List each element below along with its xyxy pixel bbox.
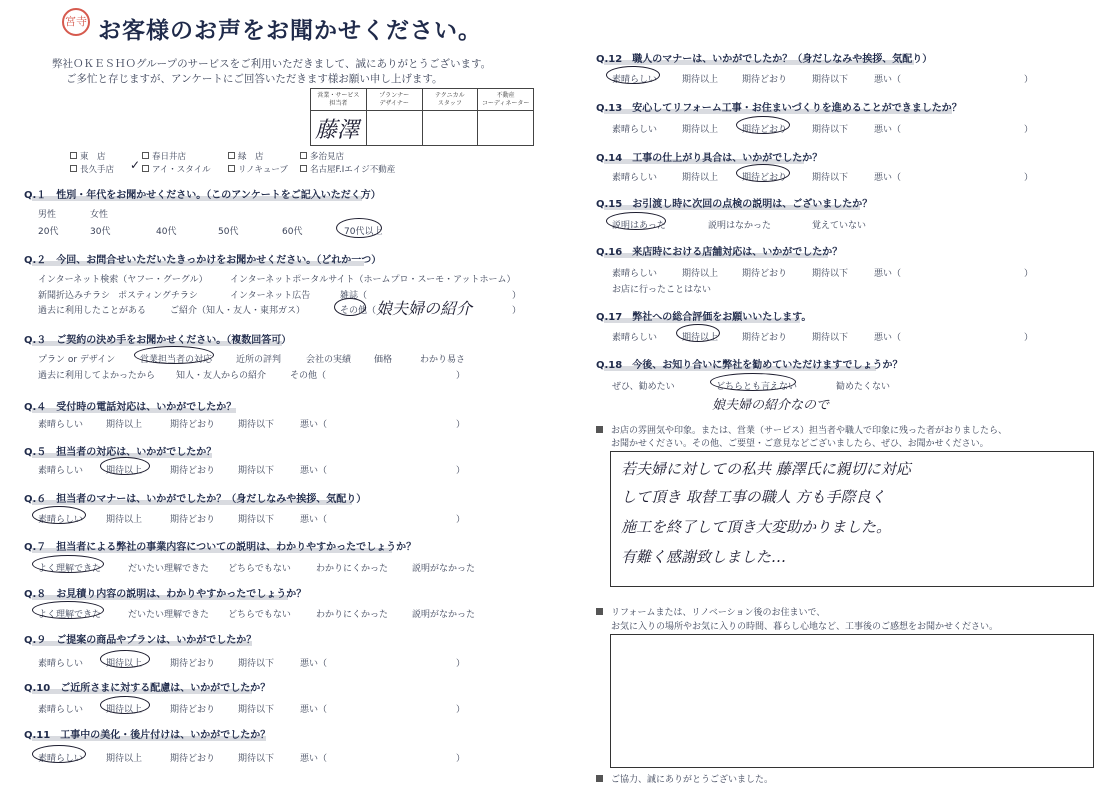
- q18-option[interactable]: 勧めたくない: [836, 382, 891, 392]
- q15-option-selected[interactable]: 説明はあった: [612, 221, 666, 231]
- q10-option[interactable]: 期待どおり: [170, 705, 216, 715]
- staff-table: [310, 88, 534, 146]
- q7-option[interactable]: 説明がなかった: [412, 564, 476, 574]
- checkbox-icon: [70, 152, 77, 159]
- q6-option[interactable]: 期待以下: [238, 515, 275, 525]
- q1-age-option-selected[interactable]: 70代以上: [344, 227, 383, 237]
- q1-age-option[interactable]: 20代: [38, 227, 59, 237]
- q14-title: Q.14 工事の仕上がり具合は、いかがでしたか？: [596, 153, 823, 164]
- store-option[interactable]: 長久手店: [70, 163, 114, 175]
- q9-option[interactable]: 素晴らしい: [38, 659, 84, 669]
- comment1-answer-box[interactable]: [610, 451, 1094, 587]
- q17-option[interactable]: 期待どおり: [742, 333, 788, 343]
- q9-title: Q.９ ご提案の商品やプランは、いかがでしたか？: [24, 635, 257, 646]
- q6-option[interactable]: 期待以上: [106, 515, 143, 525]
- q15-option[interactable]: 説明はなかった: [708, 221, 772, 231]
- q2-option-close: ）: [512, 291, 522, 301]
- q14-option-selected[interactable]: 期待どおり: [742, 173, 788, 183]
- q1-gender-female[interactable]: 女性: [90, 210, 109, 220]
- q3-option[interactable]: 近所の評判: [236, 355, 282, 365]
- q6-option[interactable]: 悪い（: [300, 515, 328, 525]
- q5-option[interactable]: 期待以下: [238, 466, 275, 476]
- selection-circle: [606, 212, 666, 230]
- q3-option[interactable]: 価格: [374, 355, 393, 365]
- q4-option[interactable]: 悪い（: [300, 420, 328, 430]
- selection-circle: [710, 373, 796, 391]
- q8-option[interactable]: だいたい理解できた: [128, 610, 210, 620]
- q11-option[interactable]: 期待以上: [106, 754, 143, 764]
- q7-option[interactable]: わかりにくかった: [316, 564, 389, 574]
- q13-option[interactable]: 悪い（: [874, 125, 902, 135]
- q4-option[interactable]: 素晴らしい: [38, 420, 84, 430]
- staff-col-header-realestate: 不動産 コーディネーター: [478, 89, 533, 111]
- q3-option[interactable]: その他（: [290, 371, 327, 381]
- q11-title: Q.11 工事中の美化・後片付けは、いかがでしたか？: [24, 730, 271, 741]
- q9-option-close: ）: [456, 659, 466, 669]
- selection-circle: [100, 650, 150, 668]
- checkbox-icon: [142, 152, 149, 159]
- q12-option[interactable]: 悪い（: [874, 75, 902, 85]
- q2-option[interactable]: ポスティングチラシ: [118, 291, 198, 301]
- q10-option[interactable]: 悪い（: [300, 705, 328, 715]
- q11-option-selected[interactable]: 素晴らしい: [38, 754, 84, 764]
- q16-option[interactable]: 期待以下: [812, 269, 849, 279]
- q18-option[interactable]: ぜひ、勧めたい: [612, 382, 675, 392]
- selection-circle: [336, 218, 382, 238]
- q4-option[interactable]: 期待どおり: [170, 420, 216, 430]
- selection-circle: [32, 506, 86, 524]
- q6-option-selected[interactable]: 素晴らしい: [38, 515, 84, 525]
- q5-option[interactable]: 期待どおり: [170, 466, 216, 476]
- store-option[interactable]: 多治見店: [300, 150, 344, 162]
- q8-title: Q.８ お見積り内容の説明は、わかりやすかったでしょうか？: [24, 589, 307, 600]
- q1-age-option[interactable]: 40代: [156, 227, 177, 237]
- q5-option-close: ）: [456, 466, 466, 476]
- q18-title: Q.18 今後、お知り合いに弊社を勧めていただけますでしょうか？: [596, 360, 903, 371]
- q2-title: Q.２ 今回、お問合せいただいたきっかけをお聞かせください。（どれか一つ）: [24, 255, 382, 266]
- square-bullet-icon: [596, 426, 603, 433]
- q8-option[interactable]: わかりにくかった: [316, 610, 389, 620]
- q1-age-option[interactable]: 50代: [218, 227, 239, 237]
- comment1-handwritten-line: して頂き 取替工事の職人 方も手際良く: [621, 488, 886, 506]
- selection-circle: [32, 745, 86, 763]
- q7-option-selected[interactable]: よく理解できた: [38, 564, 102, 574]
- selection-circle: [736, 164, 790, 182]
- q16-option[interactable]: 期待どおり: [742, 269, 788, 279]
- page-title: お客様のお声をお聞かせください。: [98, 18, 482, 44]
- selection-circle: [100, 457, 150, 475]
- q13-option[interactable]: 期待以下: [812, 125, 849, 135]
- q9-option[interactable]: 期待以下: [238, 659, 275, 669]
- q6-title: Q.６ 担当者のマナーは、いかがでしたか？（身だしなみや挨拶、気配り）: [24, 494, 367, 505]
- q1-gender-male[interactable]: 男性: [38, 210, 57, 220]
- selection-circle: [676, 324, 720, 342]
- store-option[interactable]: リノキューブ: [228, 163, 288, 175]
- q5-option[interactable]: 悪い（: [300, 466, 328, 476]
- selection-circle: [32, 555, 104, 573]
- q10-option[interactable]: 期待以下: [238, 705, 275, 715]
- q10-option-selected[interactable]: 期待以上: [106, 705, 143, 715]
- comment1-prompt-line1: お店の雰囲気や印象。または、営業（サービス）担当者や職人で印象に残った者がおりましたら、: [596, 423, 1007, 436]
- q3-option[interactable]: わかり易さ: [420, 355, 466, 365]
- q5-title: Q.５ 担当者の対応は、いかがでしたか？: [24, 447, 217, 458]
- comment1-handwritten-line: 有難く感謝致しました…: [621, 548, 787, 566]
- q17-option[interactable]: 素晴らしい: [612, 333, 658, 343]
- q2-option[interactable]: インターネット検索（ヤフー・グーグル）: [38, 275, 208, 285]
- q11-option[interactable]: 期待以下: [238, 754, 275, 764]
- q9-option[interactable]: 期待どおり: [170, 659, 216, 669]
- q18-option-selected[interactable]: どちらとも言えない: [716, 382, 798, 392]
- q13-option[interactable]: 素晴らしい: [612, 125, 658, 135]
- q6-option-close: ）: [456, 515, 466, 525]
- q10-option[interactable]: 素晴らしい: [38, 705, 84, 715]
- selection-circle: [134, 346, 214, 364]
- square-bullet-icon: [596, 608, 603, 615]
- q3-option[interactable]: 過去に利用してよかったから: [38, 371, 156, 381]
- q17-option[interactable]: 期待以下: [812, 333, 849, 343]
- q18-handwritten-note: 娘夫婦の紹介なので: [712, 398, 830, 413]
- q12-option[interactable]: 期待どおり: [742, 75, 788, 85]
- q5-option[interactable]: 素晴らしい: [38, 466, 84, 476]
- q14-option-close: ）: [1024, 173, 1034, 183]
- q3-option[interactable]: 知人・友人からの紹介: [176, 371, 267, 381]
- q16-option[interactable]: 悪い（: [874, 269, 902, 279]
- q12-option-selected[interactable]: 素晴らしい: [612, 75, 658, 85]
- checkbox-icon: [228, 165, 235, 172]
- checkbox-icon: [228, 152, 235, 159]
- q8-option[interactable]: どちらでもない: [228, 610, 291, 620]
- q11-option-close: ）: [456, 754, 466, 764]
- staff-col-header-sales: 営業・サービス 担当者: [311, 89, 366, 111]
- selection-circle: [606, 66, 660, 84]
- q17-title: Q.17 弊社への総合評価をお願いいたします。: [596, 312, 812, 323]
- q2-option[interactable]: 新聞折込みチラシ: [38, 291, 111, 301]
- checkbox-icon: [300, 152, 307, 159]
- comment1-handwritten-line: 施工を終了して頂き大変助かりました。: [621, 518, 892, 536]
- q3-title: Q.３ ご契約の決め手をお聞かせください。（複数回答可）: [24, 335, 292, 346]
- q8-option-selected[interactable]: よく理解できた: [38, 610, 102, 620]
- checkbox-icon: [70, 165, 77, 172]
- q7-option[interactable]: だいたい理解できた: [128, 564, 210, 574]
- q13-title: Q.13 安心してリフォーム工事・お住まいづくりを進めることができましたか？: [596, 103, 962, 114]
- q12-option[interactable]: 期待以上: [682, 75, 719, 85]
- staff-col-header-planner: プランナー デザイナー: [367, 89, 422, 111]
- q2-option-close: ）: [512, 306, 522, 316]
- comment1-handwritten-line: 若夫婦に対しての私共 藤澤氏に親切に対応: [621, 460, 911, 478]
- q14-option[interactable]: 期待以下: [812, 173, 849, 183]
- q2-option[interactable]: 過去に利用したことがある: [38, 306, 147, 316]
- comment2-prompt-line2: お気に入りの場所やお気に入りの時間、暮らし心地など、工事後のご感想をお聞かせください。: [611, 622, 999, 632]
- q13-option-close: ）: [1024, 125, 1034, 135]
- q2-option[interactable]: ご紹介（知人・友人・東邦ガス）: [170, 306, 306, 316]
- q10-option-close: ）: [456, 705, 466, 715]
- intro-line-2: ご多忙と存じますが、アンケートにご回答いただきます様お願い申し上げます。: [66, 73, 443, 85]
- q4-option-close: ）: [456, 420, 466, 430]
- q17-option-selected[interactable]: 期待以上: [682, 333, 719, 343]
- q3-option[interactable]: 会社の実績: [306, 355, 352, 365]
- q12-option-close: ）: [1024, 75, 1034, 85]
- q10-title: Q.10 ご近所さまに対する配慮は、いかがでしたか？: [24, 683, 271, 694]
- q7-option[interactable]: どちらでもない: [228, 564, 291, 574]
- q1-age-option[interactable]: 60代: [282, 227, 303, 237]
- q13-option-selected[interactable]: 期待どおり: [742, 125, 788, 135]
- q7-title: Q.７ 担当者による弊社の事業内容についての説明は、わかりやすかったでしょうか？: [24, 542, 417, 553]
- comment2-answer-box[interactable]: [610, 634, 1094, 768]
- closing-message: ご協力、誠にありがとうございました。: [596, 772, 773, 785]
- selection-circle: [100, 696, 150, 714]
- q14-option[interactable]: 悪い（: [874, 173, 902, 183]
- q4-option[interactable]: 期待以下: [238, 420, 275, 430]
- q17-option-close: ）: [1024, 333, 1034, 343]
- selection-circle: [736, 116, 790, 134]
- q2-option-selected[interactable]: その他（: [340, 306, 377, 316]
- q3-option[interactable]: プラン or デザイン: [38, 355, 116, 365]
- store-option-checked[interactable]: アイ・スタイル: [142, 163, 211, 175]
- selection-circle: [334, 298, 366, 316]
- q11-option[interactable]: 悪い（: [300, 754, 328, 764]
- q1-title: Q.１ 性別・年代をお聞かせください。（このアンケートをご記入いただく方）: [24, 190, 381, 201]
- q16-option[interactable]: 期待以上: [682, 269, 719, 279]
- q9-option[interactable]: 悪い（: [300, 659, 328, 669]
- q15-option[interactable]: 覚えていない: [812, 221, 867, 231]
- q3-option-selected[interactable]: 営業担当者の対応: [140, 355, 213, 365]
- company-stamp: 宮寺: [62, 8, 90, 36]
- q12-title: Q.12 職人のマナーは、いかがでしたか？（身だしなみや挨拶、気配り）: [596, 54, 933, 65]
- store-option[interactable]: 東 店: [70, 150, 106, 162]
- q2-option[interactable]: 雑誌（: [340, 291, 368, 301]
- q14-option[interactable]: 期待以上: [682, 173, 719, 183]
- square-bullet-icon: [596, 775, 603, 782]
- store-option[interactable]: 名古屋F.Iエイジ不動産: [300, 163, 395, 175]
- check-mark-icon: ✓: [130, 158, 141, 172]
- comment2-prompt-line1: リフォームまたは、リノベーション後のお住まいで、: [596, 605, 825, 618]
- q4-option[interactable]: 期待以上: [106, 420, 143, 430]
- q11-option[interactable]: 期待どおり: [170, 754, 216, 764]
- q13-option[interactable]: 期待以上: [682, 125, 719, 135]
- q3-option-close: ）: [456, 371, 466, 381]
- q16-option-close: ）: [1024, 269, 1034, 279]
- q14-option[interactable]: 素晴らしい: [612, 173, 658, 183]
- checkbox-icon: [300, 165, 307, 172]
- comment1-prompt-line2: お聞かせください。その他、ご要望・ご意見などございましたら、ぜひ、お聞かせください。: [611, 439, 989, 449]
- q16-title: Q.16 来店時における店舗対応は、いかがでしたか？: [596, 247, 843, 258]
- q16-option[interactable]: 素晴らしい: [612, 269, 658, 279]
- q2-handwritten-other: 娘夫婦の紹介: [376, 299, 473, 318]
- q2-option[interactable]: インターネットポータルサイト（ホームプロ・スーモ・アットホーム）: [230, 275, 516, 285]
- q2-option[interactable]: インターネット広告: [230, 291, 311, 301]
- q17-option[interactable]: 悪い（: [874, 333, 902, 343]
- q6-option[interactable]: 期待どおり: [170, 515, 216, 525]
- staff-col-header-technical: テクニカル スタッフ: [423, 89, 478, 111]
- q12-option[interactable]: 期待以下: [812, 75, 849, 85]
- selection-circle: [32, 601, 104, 619]
- store-option[interactable]: 緑 店: [228, 150, 264, 162]
- q15-title: Q.15 お引渡し時に次回の点検の説明は、ございましたか？: [596, 199, 873, 210]
- q4-title: Q.４ 受付時の電話対応は、いかがでしたか？: [24, 402, 237, 413]
- checkbox-icon: [142, 165, 149, 172]
- staff-handwritten-name: 藤澤: [315, 118, 360, 143]
- q8-option[interactable]: 説明がなかった: [412, 610, 476, 620]
- q1-age-option[interactable]: 30代: [90, 227, 111, 237]
- store-option[interactable]: 春日井店: [142, 150, 186, 162]
- intro-line-1: 弊社ＯＫＥＳＨＯグループのサービスをご利用いただきまして、誠にありがとうございます。: [52, 58, 492, 70]
- q5-option-selected[interactable]: 期待以上: [106, 466, 143, 476]
- q16-option-never-visited[interactable]: お店に行ったことはない: [612, 285, 712, 295]
- q9-option-selected[interactable]: 期待以上: [106, 659, 143, 669]
